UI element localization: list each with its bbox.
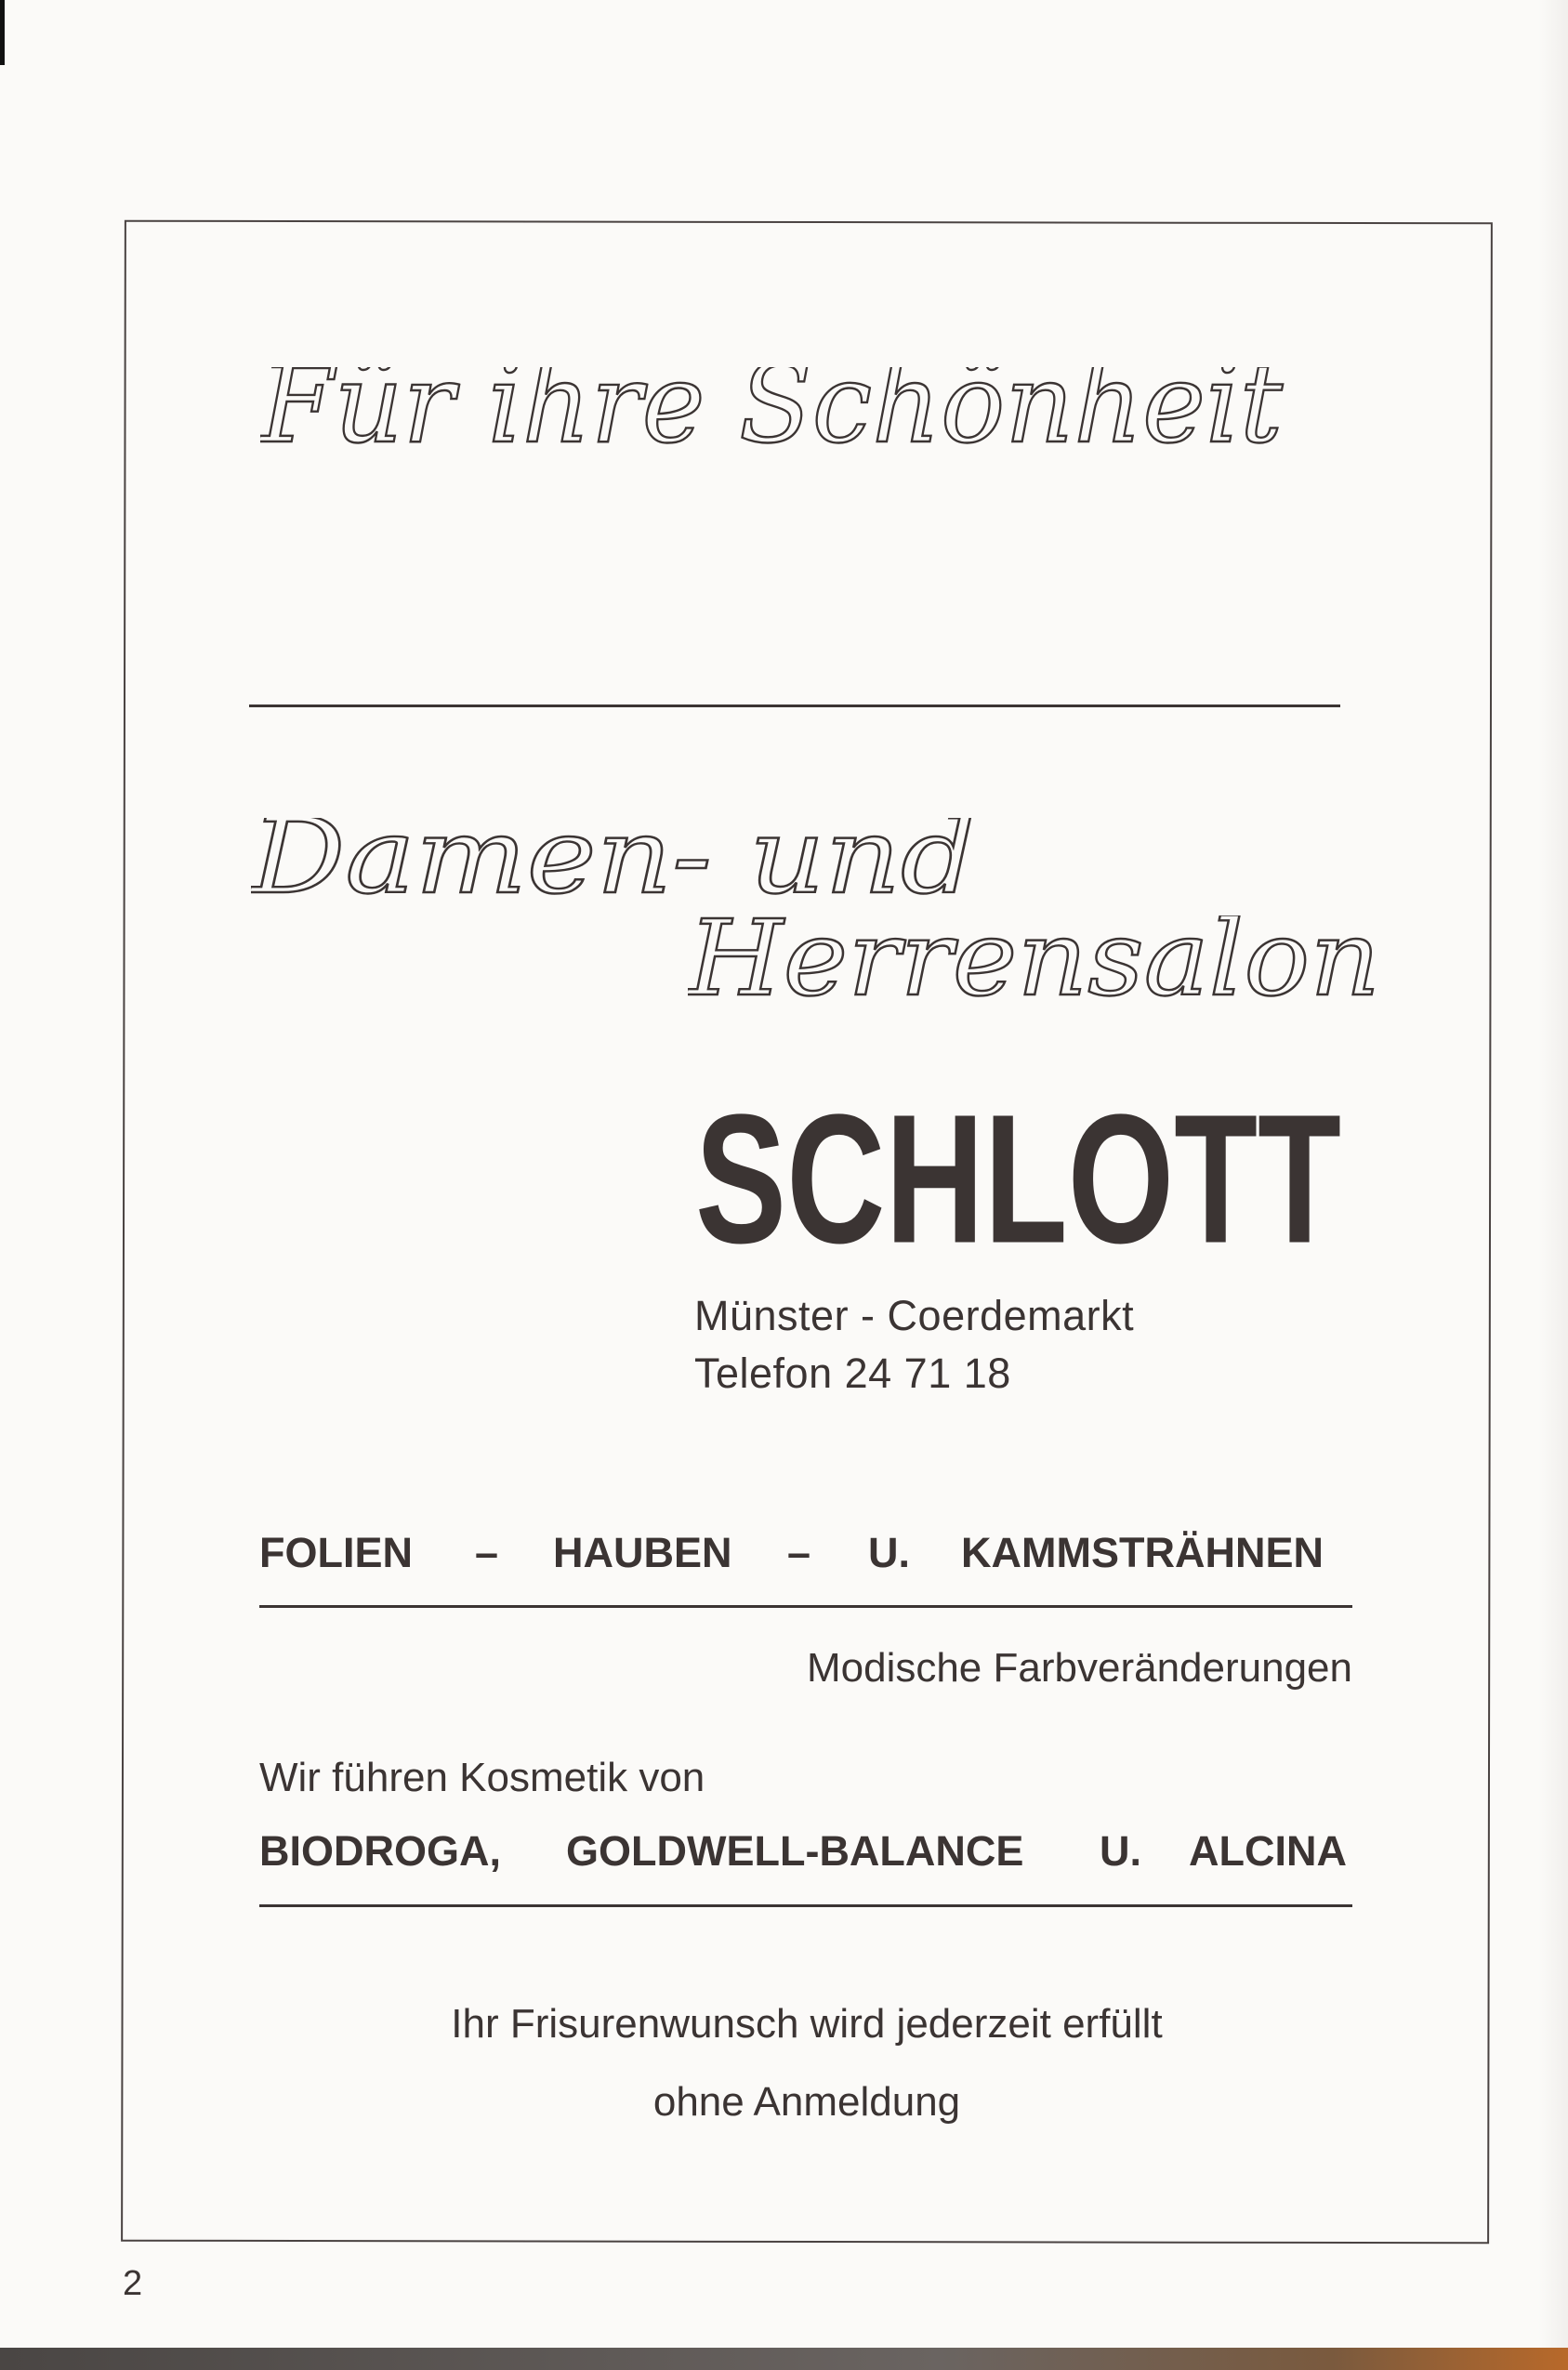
services-line [259,1529,1351,1585]
service-item: HAUBEN [553,1529,732,1576]
service-item: FOLIEN [259,1529,413,1576]
service-separator: – [475,1529,499,1576]
brands-rule [259,1904,1352,1907]
cosmetic-brand: U. [1100,1827,1141,1875]
brand-name: SCHLOTT [695,1097,1341,1282]
scan-edge-mark [0,0,5,65]
service-separator: – [787,1529,811,1576]
headline-script [260,367,1301,507]
address-block [694,1287,1134,1402]
address-location: Münster - Coerdemarkt [694,1292,1135,1339]
address-phone: Telefon 24 71 18 [694,1350,1011,1397]
service-item: U. [868,1529,910,1576]
closing-line-1: Ihr Frisurenwunsch wird jederzeit erfüllt [451,2001,1163,2047]
brand-logo [695,1097,1346,1283]
salon-script-line2 [688,915,1394,1027]
page-shadow [1538,0,1568,2370]
cosmetic-brand: GOLDWELL-BALANCE [566,1827,1024,1875]
cosmetic-brands-line [259,1827,1351,1883]
page-number: 2 [123,2264,143,2303]
salon-script-line1 [251,818,995,929]
service-item: KAMMSTRÄHNEN [961,1529,1324,1576]
salon-script-line1-text: Damen- und [251,818,976,917]
salon-script-line2-text: Herrensalon [688,915,1380,1020]
closing-line-2: ohne Anmeldung [652,2079,961,2125]
scan-bottom-strip [0,2348,1568,2370]
cosmetic-brand: ALCINA [1189,1827,1347,1875]
color-change-text: Modische Farbveränderungen [806,1645,1352,1691]
top-divider [249,704,1340,707]
services-rule [259,1605,1352,1608]
cosmetic-brand: BIODROGA, [259,1827,502,1875]
cosmetics-intro: Wir führen Kosmetik von [259,1755,705,1800]
headline-script-text: Für ihre Schönheit [260,367,1284,467]
